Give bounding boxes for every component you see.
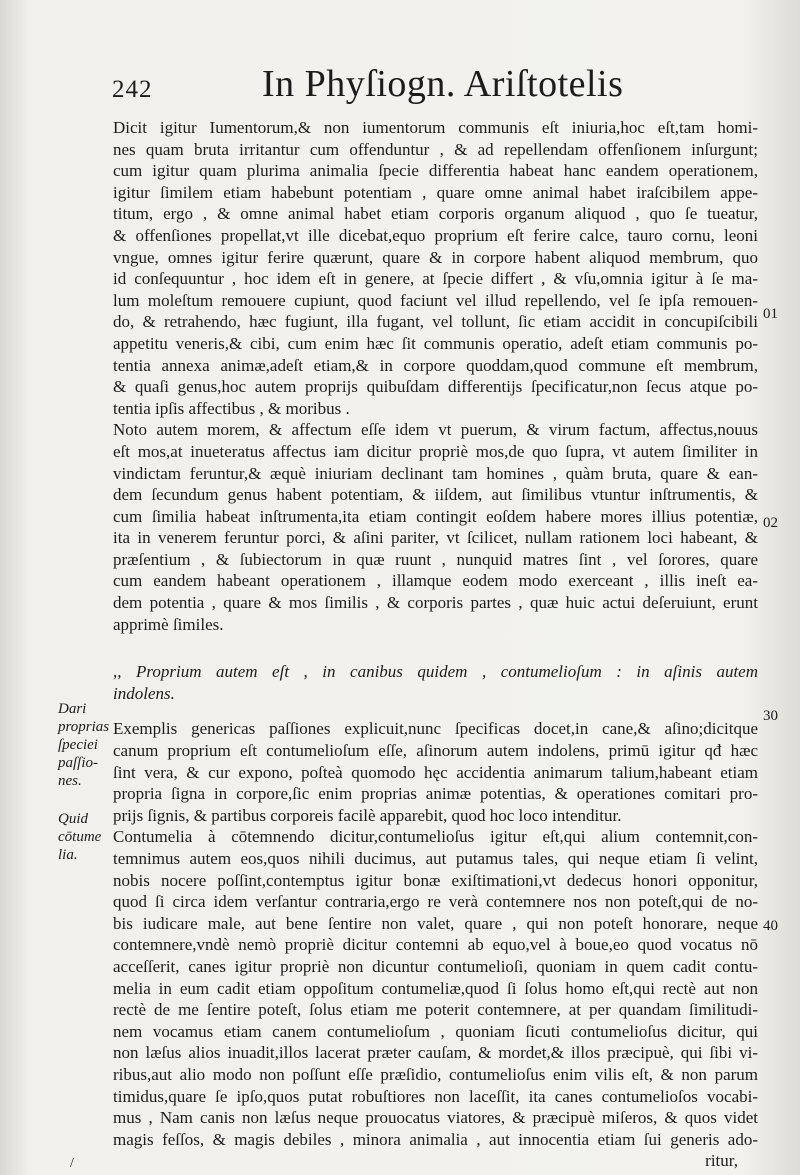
quote-line: ,, Proprium autem eſt , in canibus quidem , contumelioſum : in aſinis autem [113,662,758,682]
text-line: & quaſi genus,hoc autem proprijs quibuſdam differentijs ſpecificatur,non ſecus atque po- [113,377,758,397]
text-line: mus , Nam canis non læſus neque prouocatus viatores, & præcipuè miſeros, & quos videt [113,1108,758,1128]
spacer [113,635,758,661]
text-line: apprimè ſimiles. [113,614,224,634]
text-line: igitur ſimilem etiam habebunt potentiam , quare omne animal habet iraſcibilem appe- [113,182,758,202]
margin-note-contumelia [58,810,110,864]
text-line: Contumelia à cōtemnendo dicitur,contumelioſus igitur eſt,qui alium contemnit,con- [113,827,758,847]
paragraph-3 [113,718,758,826]
margin-note-passions [58,700,110,790]
line-number-30: 30 [763,708,778,724]
text-line: lum moleſtum remouere cupiunt, quod faciunt vel illud repellendo, vel ſe ipſa remouen- [113,290,758,310]
margin-note-line: cōtume [58,829,102,845]
text-line: tentia annexa animæ,adeſt etiam,& in corpore quoddam,quod commune eſt membrum, [113,355,758,375]
text-line: Dicit igitur Iumentorum,& non iumentorum communis eſt iniuria,hoc eſt,tam homi- [113,118,758,137]
text-line: bis iudicare male, aut bene ſentire non valet, quare , qui non poteſt honorare, neque [113,913,758,933]
margin-note-line: Dari [58,701,87,717]
text-line: ribus,aut alio modo non poſſunt eſſe præſidio, contumelioſus enim vilis eſt, & non parum [113,1064,758,1084]
text-line: tentia ipſis affectibus , & moribus . [113,398,350,418]
text-line: ritur, [705,1151,738,1171]
text-line: canum proprium eſt contumelioſum eſſe, aſinorum autem indolens, primū igitur qđ hæc [113,741,758,761]
margin-note-line: Quid [58,811,88,827]
text-line: vindictam feruntur,& æquè iniuriam declinant tam homines , quàm bruta, quare & ean- [113,463,758,483]
text-line: temnimus autem eos,quos nihili ducimus, aut putamus tales, qui neque etiam ſi velint, [113,849,758,868]
text-line: rectè de me ſentire poteſt, ſolus etiam me poterit contemnere, at per quandam ſimilitudi- [113,1000,758,1020]
text-line: Exemplis genericas paſſiones explicuit,nunc ſpecificas docet,in cane,& aſino;dicitque [113,719,758,739]
paragraph-1 [113,117,758,419]
text-line: nes quam bruta irritantur cum offenduntur , & ad repellendam offenſionem inſurgunt; [113,139,758,159]
margin-note-line: lia. [58,847,78,863]
text-line: dem ſecundum genus habent potentiam, & iiſdem, aut ſimilibus vtuntur inſtrumentis, & [113,485,758,505]
text-line: non læſus alios inuadit,illos lacerat præter cauſam, & mordet,& illos præcipuè, qui ſibi vi- [113,1043,758,1063]
text-line: id conſequuntur , hoc idem eſt in genere, at ſpecie differt , & vſu,omnia igitur à ſe ma- [113,269,758,289]
text-line: contemnere,vndè nemò propriè dicitur contemni ab equo,vel à boue,eo quod vocatus nō [113,935,758,955]
paragraph-2 [113,419,758,635]
text-line: titum, ergo , & omne animal habet etiam corporis organum aliquod , quo ſe tueatur, [113,204,758,224]
text-line: quod ſi circa idem verſantur contraria,ergo re verà contemnere nos non poteſt,qui de no- [113,892,758,912]
text-line: appetitu veneris,& cibi, cum enim hæc ſit communis operatio, adeſt etiam communis po- [113,333,758,353]
text-line: eſt mos,at inueteratus affectus iam dicitur propriè mos,de quo ſupra, vt autem ſimiliter in [113,441,758,461]
margin-note-line: proprias [58,719,110,735]
margin-note-line: paſſio- [58,755,98,771]
line-number-01: 01 [763,306,778,322]
text-line: acceſſerit, canes igitur propriè non dicuntur contumelioſi, quoniam in quem cadit contu- [113,956,758,976]
body-text [113,117,758,1172]
text-line: propria ſigna in corpore,ſic enim proprias animæ potentias, & operationes comitari pro- [113,784,758,804]
text-line: cum eandem habeant operationem , illamque eodem modo exerceant , illis ineſt ea- [113,571,758,591]
text-line: ſint vera, & cur expono, poſteà quomodo hęc accidentia animarum talium,habeant etiam [113,762,758,782]
text-line: nem vocamus etiam canem contumelioſum , quoniam ſicuti contumelioſus dicitur, qui [113,1021,758,1041]
text-line: cum ſimilia habeat inſtrumenta,ita etiam contingit eoſdem habere mores illius potentiæ, [113,506,758,526]
paragraph-4 [113,826,758,1172]
line-number-02: 02 [763,515,778,531]
text-line: dem potentia , quare & mos ſimilis , & corporis partes , quæ huic actui deſeruiunt, erunt [113,593,758,613]
line-number-40: 40 [763,918,778,934]
text-line: prijs ſignis, & partibus corporeis facilè apparebit, quod hoc loco intenditur. [113,805,622,825]
text-line: melia in eum cadit etiam oppoſitum contumeliæ,quod ſi ſolus homo eſt,qui rectè aut non [113,978,758,998]
text-line: do, & retrahendo, hæc fugiunt, illa fugant, vel tollunt, ſic etiam accidit in concupiſcibili [113,312,758,332]
text-line: cum igitur quam plurima animalia ſpecie differentia habeat hanc eandem operationem, [113,161,758,181]
text-line: vngue, omnes igitur ferire quærunt, quare & in corpore habent aliquod membrum, quo [113,247,758,267]
text-line: præſentium , & ſubiectorum in quæ ruunt , nunquid matres ſint , vel ſorores, quare [113,549,758,569]
text-line: Noto autem morem, & affectum eſſe idem vt puerum, & virum factum, affectus,nouus [113,420,758,440]
spacer [113,704,758,718]
margin-note-line: nes. [58,773,82,789]
text-line: ita in venerem feruntur porci, & aſini pariter, vt ſcilicet, nullam rationem loci habeant, & [113,528,758,548]
running-title: In Phyſiogn. Ariſtotelis [262,63,624,105]
footer-mark: / [70,1156,74,1171]
page-header [112,62,624,110]
aristotle-quote [113,661,758,704]
text-line: magis feſſos, & magis debiles , minora animalia , aut innocentia etiam ſui generis ado- [113,1129,758,1149]
text-line: & offenſiones propellat,vt ille dicebat,equo proprium eſt ferire calce, tauro cornu, leoni [113,225,758,245]
quote-line: indolens. [113,683,175,703]
text-line: timidus,quare ſe ipſo,quos putat robuſtiores non laceſſit, ita canes contumelioſos vocabi- [113,1086,758,1106]
text-line: nobis nocere poſſint,contemptus igitur bonæ exiſtimationi,vt dedecus honori opponitur, [113,870,758,890]
margin-note-line: ſpeciei [58,737,98,753]
page-number: 242 [112,76,153,103]
